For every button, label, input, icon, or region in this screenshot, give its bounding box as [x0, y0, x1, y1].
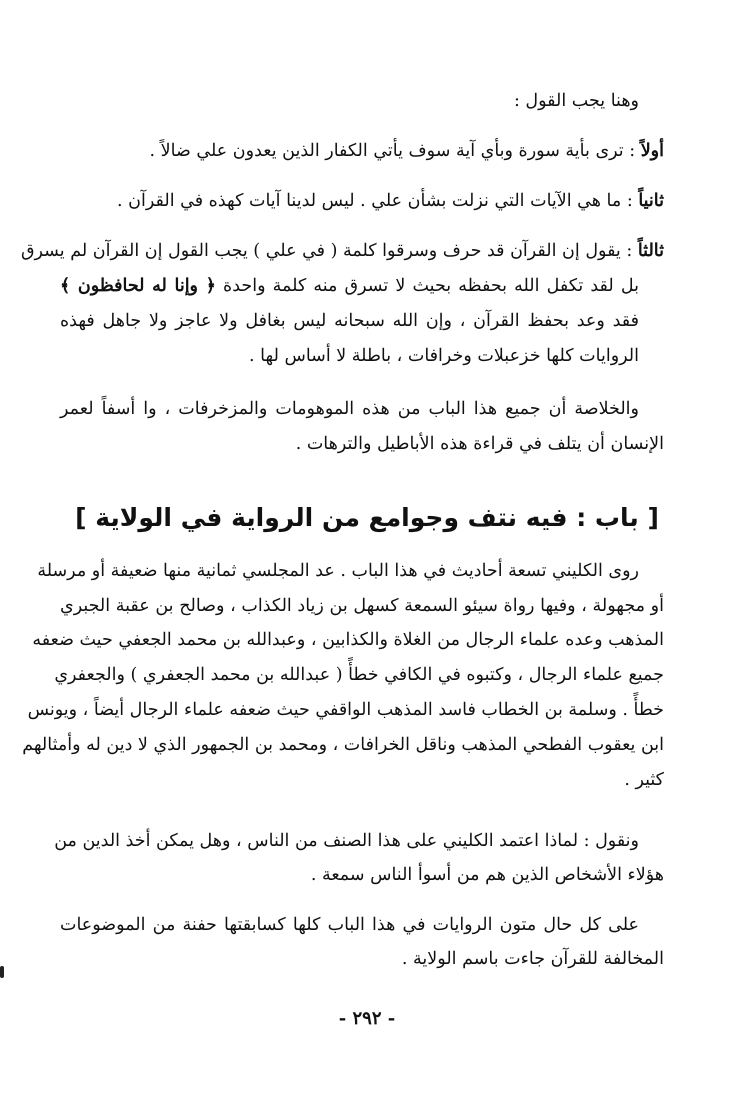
- point-first: [60, 138, 664, 164]
- scan-speck: [0, 966, 4, 978]
- point-third-line-3: فقد وعد بحفظ القرآن ، وإن الله سبحانه ليس بغافل ولا عاجز ولا جاهل فهذه: [60, 311, 639, 331]
- paragraph2-line-2: هؤلاء الأشخاص الذين هم من أسوأ الناس سمعة .: [310, 865, 664, 885]
- point-first-label: أولاً: [640, 141, 664, 161]
- quran-quote: ﴿ وإنا له لحافظون ﴾: [60, 276, 216, 296]
- paragraph1-line-7: كثير .: [624, 770, 664, 790]
- section-heading: [ باب : فيه نتف وجوامع من الرواية في الولاية ]: [75, 503, 659, 532]
- paragraph1-line-3: المذهب وعده علماء الرجال من الغلاة والكذابين ، وعبدالله بن محمد الجعفي حيث ضعفه: [32, 630, 664, 650]
- point-third-line-1: [20, 238, 664, 264]
- conclusion-line-2: الإنسان أن يتلف في قراءة هذه الأباطيل والترهات .: [295, 434, 664, 454]
- point-second-label: ثانياً: [638, 191, 664, 211]
- paragraph1-line-1: روى الكليني تسعة أحاديث في هذا الباب . عد المجلسي ثمانية منها ضعيفة أو مرسلة: [37, 561, 639, 581]
- point-second-text: : ما هي الآيات التي نزلت بشأن علي . ليس لدينا آيات كهذه في القرآن .: [117, 191, 633, 211]
- point-first-text: : ترى بأية سورة وبأي آية سوف يأتي الكفار الذين يعدون علي ضالاً .: [149, 141, 636, 161]
- paragraph3-line-2: المخالفة للقرآن جاءت باسم الولاية .: [401, 949, 664, 969]
- point-third-line-2: [60, 273, 639, 299]
- page-number: - ٢٩٢ -: [338, 1008, 396, 1029]
- point-third-text-2: بل لقد تكفل الله بحفظه بحيث لا تسرق منه كلمة واحدة: [223, 276, 639, 296]
- paragraph1-line-2: أو مجهولة ، وفيها رواة سيئو السمعة كسهل بن زياد الكذاب ، وصالح بن عقبة الجبري: [60, 596, 664, 616]
- paragraph3-line-1: على كل حال متون الروايات في هذا الباب كلها كسابقتها حفنة من الموضوعات: [60, 915, 639, 935]
- paragraph2-line-1: ونقول : لماذا اعتمد الكليني على هذا الصنف من الناس ، وهل يمكن أخذ الدين من: [54, 831, 639, 851]
- point-third-line-4: الروايات كلها خزعبلات وخرافات ، باطلة لا أساس لها .: [249, 346, 639, 366]
- paragraph1-line-4: جميع علماء الرجال ، وكتبوه في الكافي خطأً ( عبدالله بن محمد الجعفري ) والجعفري: [54, 665, 664, 685]
- point-third-text-1: : يقول إن القرآن قد حرف وسرقوا كلمة ( في علي ) يجب القول إن القرآن لم يسرق: [20, 241, 633, 261]
- point-second: [60, 188, 664, 214]
- paragraph1-line-5: خطأً . وسلمة بن الخطاب فاسد المذهب الواقفي حيث ضعفه علماء الرجال أيضاً ، ويونس: [27, 700, 664, 720]
- point-third-label: ثالثاً: [637, 241, 664, 261]
- conclusion-line-1: والخلاصة أن جميع هذا الباب من هذه الموهومات والمزخرفات ، وا أسفاً لعمر: [60, 399, 639, 419]
- paragraph1-line-6: ابن يعقوب الفطحي المذهب وناقل الخرافات ، ومحمد بن الجمهور الذي لا دين له وأمثالهم: [22, 735, 664, 755]
- intro-line: وهنا يجب القول :: [513, 91, 639, 111]
